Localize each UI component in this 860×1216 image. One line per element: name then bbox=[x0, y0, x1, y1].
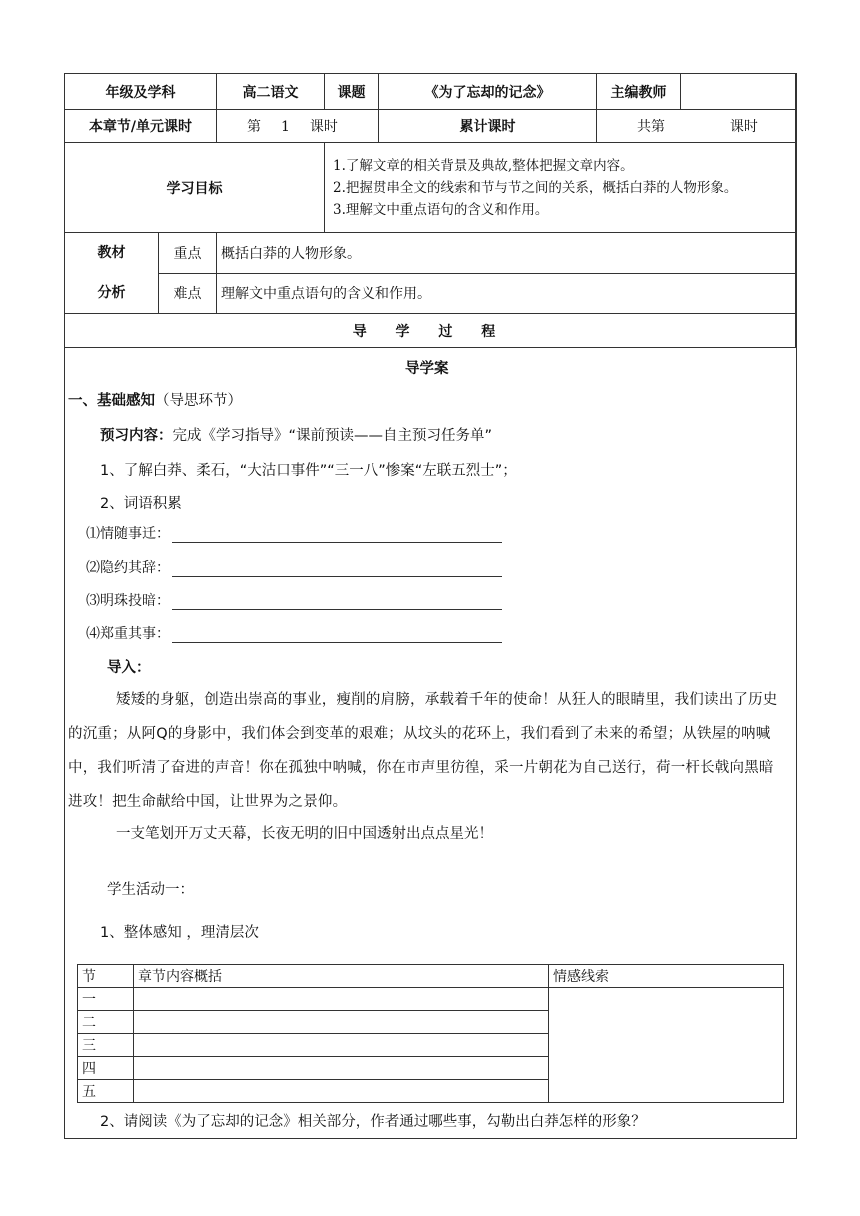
material-label bbox=[65, 233, 159, 314]
lesson-cell bbox=[217, 110, 379, 143]
intro-closing: 一支笔划开万丈天幕，长夜无明的旧中国透射出点点星光！ bbox=[116, 826, 493, 842]
summary-cell[interactable] bbox=[134, 1034, 549, 1057]
answer-line[interactable] bbox=[172, 562, 502, 577]
intro-paragraph bbox=[68, 683, 786, 819]
answer-line[interactable] bbox=[172, 528, 502, 543]
summary-cell[interactable] bbox=[134, 1011, 549, 1034]
plan-title: 导学案 bbox=[405, 361, 449, 377]
total-suffix: 课时 bbox=[729, 119, 758, 135]
intro-line: 进攻！把生命献给中国，让世界为之景仰。 bbox=[68, 794, 348, 810]
activity-label: 学生活动一： bbox=[107, 882, 194, 898]
emotion-cell[interactable] bbox=[549, 988, 784, 1103]
vocab-term: ⑴情随事迁： bbox=[86, 526, 170, 542]
unit-label: 本章节/单元课时 bbox=[65, 110, 217, 143]
total-cell bbox=[597, 110, 796, 143]
grade-label: 年级及学科 bbox=[65, 74, 217, 110]
table-header: 章节内容概括 bbox=[134, 965, 549, 988]
vocab-row bbox=[86, 523, 502, 543]
summary-cell[interactable] bbox=[134, 1057, 549, 1080]
goal-item: 1.了解文章的相关背景及典故,整体把握文章内容。 bbox=[333, 157, 634, 174]
material-label-1: 教材 bbox=[97, 245, 126, 261]
grade-value: 高二语文 bbox=[217, 74, 325, 110]
summary-cell[interactable] bbox=[134, 988, 549, 1011]
vocab-term: ⑷郑重其事： bbox=[86, 626, 170, 642]
answer-line[interactable] bbox=[172, 595, 502, 610]
section1-title: 一、基础感知 bbox=[68, 393, 155, 409]
lesson-prefix: 第 bbox=[247, 119, 261, 135]
table-row-label: 二 bbox=[78, 1011, 134, 1034]
lesson-suffix: 课时 bbox=[309, 119, 338, 135]
process-title: 导 学 过 程 bbox=[65, 314, 796, 348]
preview-line bbox=[100, 424, 492, 445]
table-header: 节 bbox=[78, 965, 134, 988]
preview-label: 预习内容： bbox=[100, 428, 173, 444]
answer-line[interactable] bbox=[172, 628, 502, 643]
teacher-value bbox=[681, 74, 796, 110]
goals-list bbox=[325, 143, 796, 233]
activity-item: 1、整体感知 ，理清层次 bbox=[100, 925, 259, 941]
key-label: 重点 bbox=[159, 233, 217, 274]
vocab-row bbox=[86, 557, 502, 577]
total-prefix: 共第 bbox=[637, 119, 665, 135]
item-2: 2、词语积累 bbox=[100, 496, 182, 512]
preview-text: 完成《学习指导》“课前预读——自主预习任务单” bbox=[172, 428, 493, 444]
intro-line: 的沉重；从阿Q的身影中，我们体会到变革的艰难；从坟头的花环上，我们看到了未来的希望；从铁屋的呐喊 bbox=[68, 726, 771, 742]
goals-label: 学习目标 bbox=[65, 143, 325, 233]
header-table bbox=[64, 73, 796, 348]
table-row-label: 四 bbox=[78, 1057, 134, 1080]
total-label: 累计课时 bbox=[379, 110, 597, 143]
lesson-number: 1 bbox=[280, 119, 290, 135]
topic-value: 《为了忘却的记念》 bbox=[379, 74, 597, 110]
difficulty-value: 理解文中重点语句的含义和作用。 bbox=[217, 273, 796, 314]
vocab-term: ⑶明珠投暗： bbox=[86, 593, 170, 609]
material-label-2: 分析 bbox=[97, 285, 126, 301]
key-value: 概括白莽的人物形象。 bbox=[217, 233, 796, 274]
vocab-row bbox=[86, 590, 502, 610]
intro-line: 中，我们听清了奋进的声音！你在孤独中呐喊，你在市声里彷徨，采一片朝花为自己送行，荷一杆长戟向黑暗 bbox=[68, 760, 774, 776]
question-2: 2、请阅读《为了忘却的记念》相关部分，作者通过哪些事，勾勒出白莽怎样的形象？ bbox=[100, 1114, 646, 1130]
vocab-row bbox=[86, 623, 502, 643]
section1-heading bbox=[68, 389, 242, 410]
intro-line: 矮矮的身躯，创造出崇高的事业，瘦削的肩膀，承载着千年的使命！从狂人的眼睛里，我们读出了历史 bbox=[116, 692, 778, 708]
topic-label: 课题 bbox=[325, 74, 379, 110]
teacher-label: 主编教师 bbox=[597, 74, 681, 110]
section-table bbox=[77, 964, 784, 1103]
item-1: 1、了解白莽、柔石，“大沽口事件”“三一八”惨案“左联五烈士”； bbox=[100, 463, 517, 479]
difficulty-label: 难点 bbox=[159, 273, 217, 314]
intro-label: 导入： bbox=[107, 660, 151, 676]
goal-item: 3.理解文中重点语句的含义和作用。 bbox=[333, 201, 549, 218]
summary-cell[interactable] bbox=[134, 1080, 549, 1103]
table-row-label: 一 bbox=[78, 988, 134, 1011]
table-row-label: 五 bbox=[78, 1080, 134, 1103]
vocab-term: ⑵隐约其辞： bbox=[86, 560, 170, 576]
goal-item: 2.把握贯串全文的线索和节与节之间的关系，概括白莽的人物形象。 bbox=[333, 179, 738, 196]
table-row-label: 三 bbox=[78, 1034, 134, 1057]
table-header: 情感线索 bbox=[549, 965, 784, 988]
section1-sub: （导思环节） bbox=[155, 393, 242, 409]
